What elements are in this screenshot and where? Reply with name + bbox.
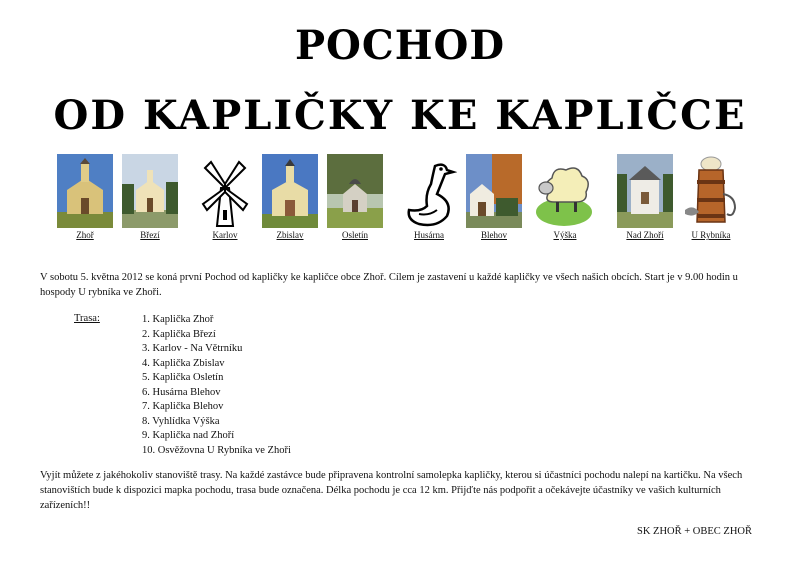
place-u-rybnika [680, 154, 742, 244]
sheep-icon [534, 154, 596, 228]
route-item: 1. Kaplička Zhoř [142, 314, 214, 325]
place-label: U Rybníka [691, 230, 731, 240]
place-label: Březí [140, 230, 160, 240]
outro-paragraph: Vyjít můžete z jakéhokoliv stanoviště trasy. Na každé zastávce bude připravena kontrolní samolepka kapličky, kterou si účastníci pochodu nalepí na kartičku. Na všech stanovištích bude k dispozici mapka pochodu, trasa bude označena. Délka pochodu je cca 12 km. Přijďte nás podpořit a očekávejte účastníky ve vašich kulturních zařízeních!! [40, 470, 743, 511]
place-label: Výška [553, 230, 577, 240]
place-karlov [194, 154, 256, 244]
chapel-photo-icon [122, 154, 178, 228]
route-item: 4. Kaplička Zbislav [142, 357, 225, 369]
route-item: 10. Osvěžovna U Rybníka ve Zhoři [142, 444, 291, 456]
beer-barrel-icon [683, 154, 739, 228]
page-title-line-2: OD KAPLIČKY KE KAPLIČCE [53, 92, 747, 139]
chapel-photo-icon [466, 154, 522, 228]
route-list [142, 313, 291, 458]
place-label: Blehov [481, 230, 507, 240]
place-label: Nad Zhoří [626, 230, 664, 240]
place-vyska [534, 154, 596, 244]
place-osletin [324, 154, 386, 244]
route-item: 7. Kaplička Blehov [142, 401, 224, 412]
place-label: Husárna [414, 230, 444, 240]
place-label: Zbislav [276, 230, 304, 240]
chapel-photo-icon [327, 154, 383, 228]
place-zbislav [259, 154, 321, 244]
place-husarna [398, 154, 460, 244]
place-brezi [119, 154, 181, 244]
place-zhor [54, 154, 116, 244]
route-item: 9. Kaplička nad Zhoří [142, 430, 235, 441]
route-item: 3. Karlov - Na Větrníku [142, 343, 243, 354]
place-label: Zhoř [76, 230, 94, 240]
place-label: Osletín [342, 230, 368, 240]
place-nad-zhori [614, 154, 676, 244]
chapel-photo-icon [617, 154, 673, 228]
windmill-icon [197, 154, 253, 228]
intro-paragraph: V sobotu 5. května 2012 se koná první Pochod od kapličky ke kapličce obce Zhoř. Cílem je zastavení u každé kapličky ve všech našich obcích. Start je v 9.00 hodin u hospody U rybníka ve Zhoři. [40, 272, 738, 298]
place-blehov [463, 154, 525, 244]
route-item: 6. Husárna Blehov [142, 386, 221, 398]
place-label: Karlov [212, 230, 238, 240]
goose-icon [401, 154, 457, 228]
signature: SK ZHOŘ + OBEC ZHOŘ [636, 526, 752, 537]
route-label: Trasa: [74, 313, 100, 324]
route-item: 2. Kaplička Březí [142, 328, 216, 340]
route-item: 8. Vyhlídka Výška [142, 415, 220, 427]
chapel-photo-icon [262, 154, 318, 228]
page-title-line-1: POCHOD [294, 22, 506, 69]
route-item: 5. Kaplička Osletín [142, 372, 224, 383]
places-strip [0, 154, 800, 246]
chapel-photo-icon [57, 154, 113, 228]
